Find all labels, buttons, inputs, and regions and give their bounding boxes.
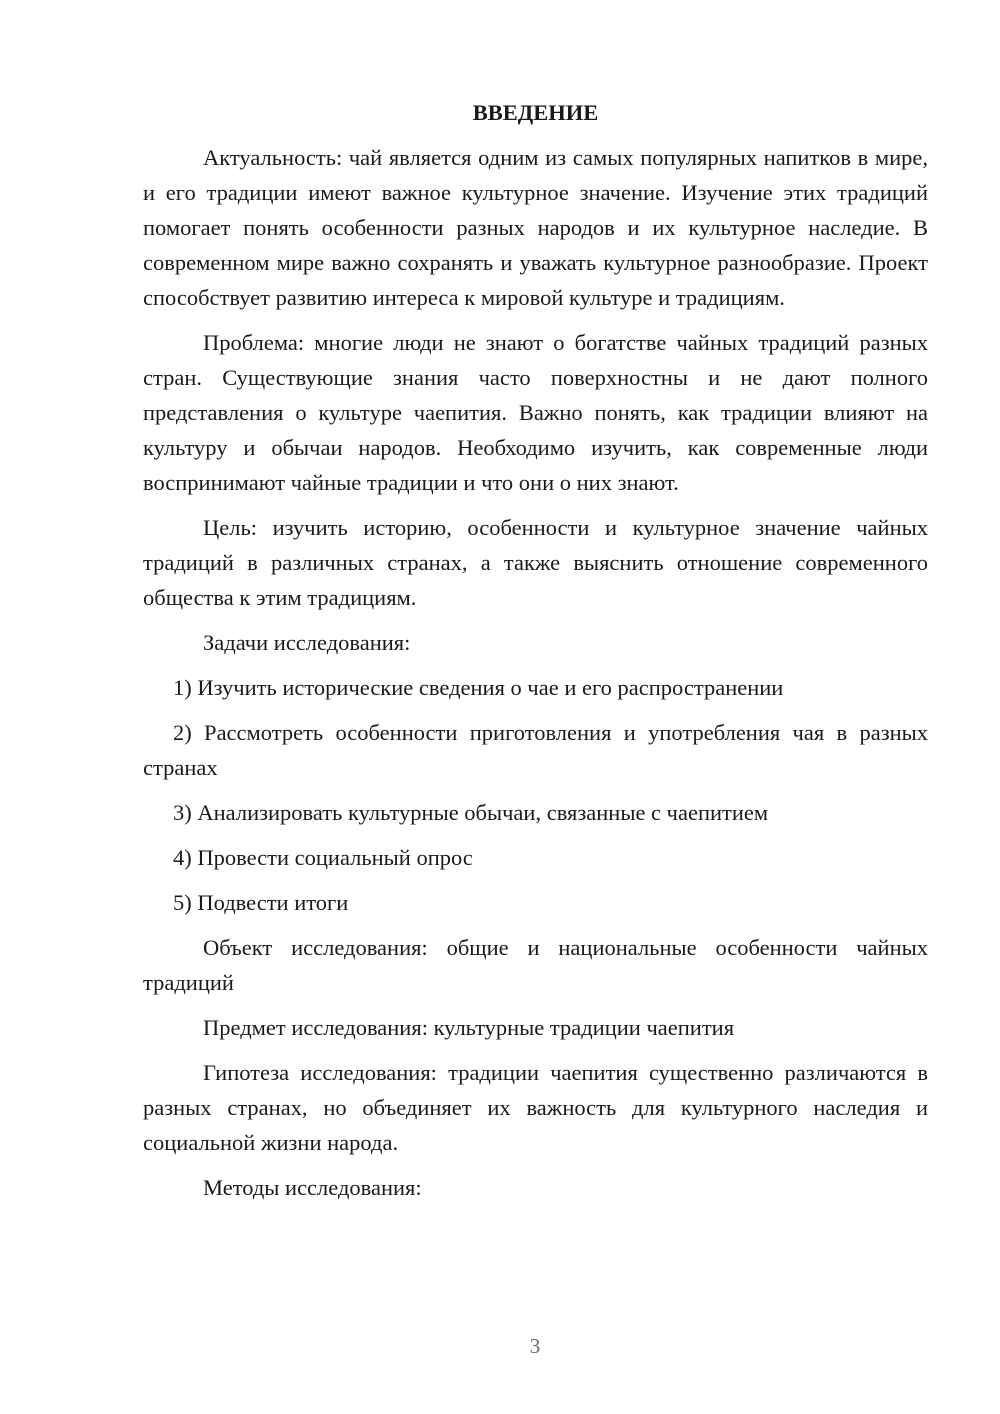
page-number: 3 bbox=[529, 1334, 541, 1358]
list-item: 3) Анализировать культурные обычаи, связанные с чаепитием bbox=[173, 800, 769, 825]
list-item: 1) Изучить исторические сведения о чае и его распространении bbox=[173, 675, 784, 700]
paragraph-methods: Методы исследования: bbox=[203, 1175, 422, 1200]
list-item: 5) Подвести итоги bbox=[173, 890, 349, 915]
paragraph-object: Объект исследования: общие и национальные особенности чайных традиций bbox=[143, 935, 928, 995]
paragraph-problem: Проблема: многие люди не знают о богатстве чайных традиций разных стран. Существующие знания часто поверхностны и не дают полного представления о культуре чаепития. Важно понять, как традиции влияют на культуру и обычаи народов. Необходимо изучить, как современные люди воспринимают чайные традиции и что они о них знают. bbox=[143, 330, 928, 495]
list-item: 2) Рассмотреть особенности приготовления и употребления чая в разных странах bbox=[143, 720, 928, 780]
paragraph-subject: Предмет исследования: культурные традиции чаепития bbox=[203, 1015, 735, 1040]
paragraph-goal: Цель: изучить историю, особенности и культурное значение чайных традиций в различных странах, а также выяснить отношение современного общества к этим традициям. bbox=[143, 515, 928, 610]
paragraph-tasks-heading: Задачи исследования: bbox=[203, 630, 411, 655]
page-title: ВВЕДЕНИЕ bbox=[472, 100, 599, 125]
list-item: 4) Провести социальный опрос bbox=[173, 845, 473, 870]
paragraph-relevance: Актуальность: чай является одним из самых популярных напитков в мире, и его традиции имеют важное культурное значение. Изучение этих традиций помогает понять особенности разных народов и их культурное наследие. В современном мире важно сохранять и уважать культурное разнообразие. Проект способствует развитию интереса к мировой культуре и традициям. bbox=[143, 145, 928, 310]
document-page bbox=[143, 95, 928, 1215]
paragraph-hypothesis: Гипотеза исследования: традиции чаепития существенно различаются в разных странах, но объединяет их важность для культурного наследия и социальной жизни народа. bbox=[143, 1060, 928, 1155]
